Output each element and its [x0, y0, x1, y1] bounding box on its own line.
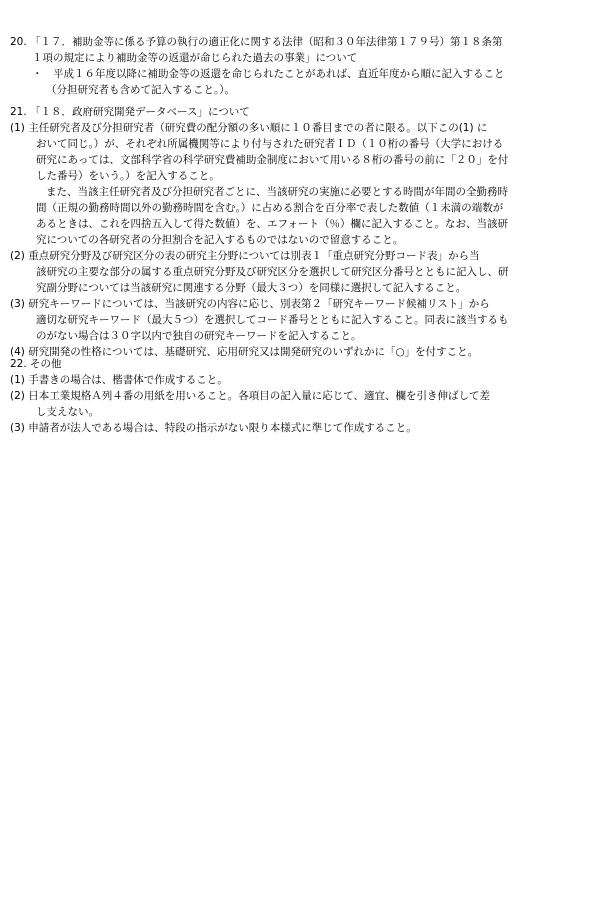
section-title: その他	[30, 358, 62, 370]
section-number: 20.	[10, 36, 27, 48]
section-title: 「１７．補助金等に係る予算の執行の適正化に関する法律（昭和３０年法律第１７９号）第１８条第	[30, 36, 503, 48]
text-line: 究副分野については当該研究に関連する分野（最大３つ）を同様に選択して記入すること。	[36, 282, 467, 294]
text-line: また、当該主任研究者及び分担研究者ごとに、当該研究の実施に必要とする時間が年間の全勤務時	[46, 186, 508, 198]
text-line: １項の規定により補助金等の返還が命じられた過去の事業」について	[32, 52, 358, 64]
list-item-4: (4) 研究開発の性格については、基礎研究、応用研究又は開発研究のいずれかに「○」を付すこと。	[10, 346, 479, 358]
list-item-2: (2) 日本工業規格Ａ列４番の用紙を用いること。各項目の記入量に応じて、適宜、欄を引き伸ばして差	[10, 390, 490, 402]
text-line: 適切な研究キーワード（最大５つ）を選択してコード番号とともに記入すること。同表に該当するも	[36, 314, 509, 326]
text-line: 究についての各研究者の分担割合を記入するものではないので留意すること。	[36, 234, 404, 246]
text-line: あるときは、これを四捨五入して得た数値）を、エフォート（％）欄に記入すること。なお、当該研	[36, 218, 508, 230]
section-number: 22.	[10, 358, 27, 370]
list-item-2: (2) 重点研究分野及び研究区分の表の研究主分野については別表１「重点研究分野コード表」から当	[10, 250, 480, 262]
section-21	[10, 104, 585, 360]
list-item-1: (1) 主任研究者及び分担研究者（研究費の配分額の多い順に１０番目までの者に限る。以下この(1) に	[10, 122, 488, 134]
text-line: （分担研究者も含めて記入すること。）。	[46, 84, 235, 96]
section-number: 21.	[10, 106, 27, 118]
section-20-heading	[10, 34, 585, 50]
text-line: 間（正規の勤務時間以外の勤務時間を含む。）に占める割合を百分率で表した数値（１未満の端数が	[36, 202, 504, 214]
section-20	[10, 34, 585, 98]
text-line: ・ 平成１６年度以降に補助金等の返還を命じられたことがあれば、直近年度から順に記入すること	[32, 68, 505, 80]
list-item-3: (3) 申請者が法人である場合は、特段の指示がない限り本様式に準じて作成すること。	[10, 422, 417, 434]
list-item-1: (1) 手書きの場合は、楷書体で作成すること。	[10, 374, 228, 386]
list-item-3: (3) 研究キーワードについては、当該研究の内容に応じ、別表第２「研究キーワード候補リスト」から	[10, 298, 490, 310]
text-line: し支えない。	[36, 406, 99, 418]
section-22-heading	[10, 356, 585, 372]
section-title: 「１８．政府研究開発データベース」について	[30, 106, 250, 118]
section-21-heading	[10, 104, 585, 120]
section-22	[10, 356, 585, 436]
text-line: 研究にあっては、文部科学省の科学研究費補助金制度において用いる８桁の番号の前に「２０」を付	[36, 154, 509, 166]
text-line: した番号）をいう。）を記入すること。	[36, 170, 220, 182]
text-line: おいて同じ。）が、それぞれ所属機関等により付与された研究者ＩＤ（１０桁の番号（大学における	[36, 138, 504, 150]
text-line: のがない場合は３０字以内で独自の研究キーワードを記入すること。	[36, 330, 362, 342]
text-line: 該研究の主要な部分の属する重点研究分野及び研究区分を選択して研究区分番号とともに記入し、研	[36, 266, 509, 278]
